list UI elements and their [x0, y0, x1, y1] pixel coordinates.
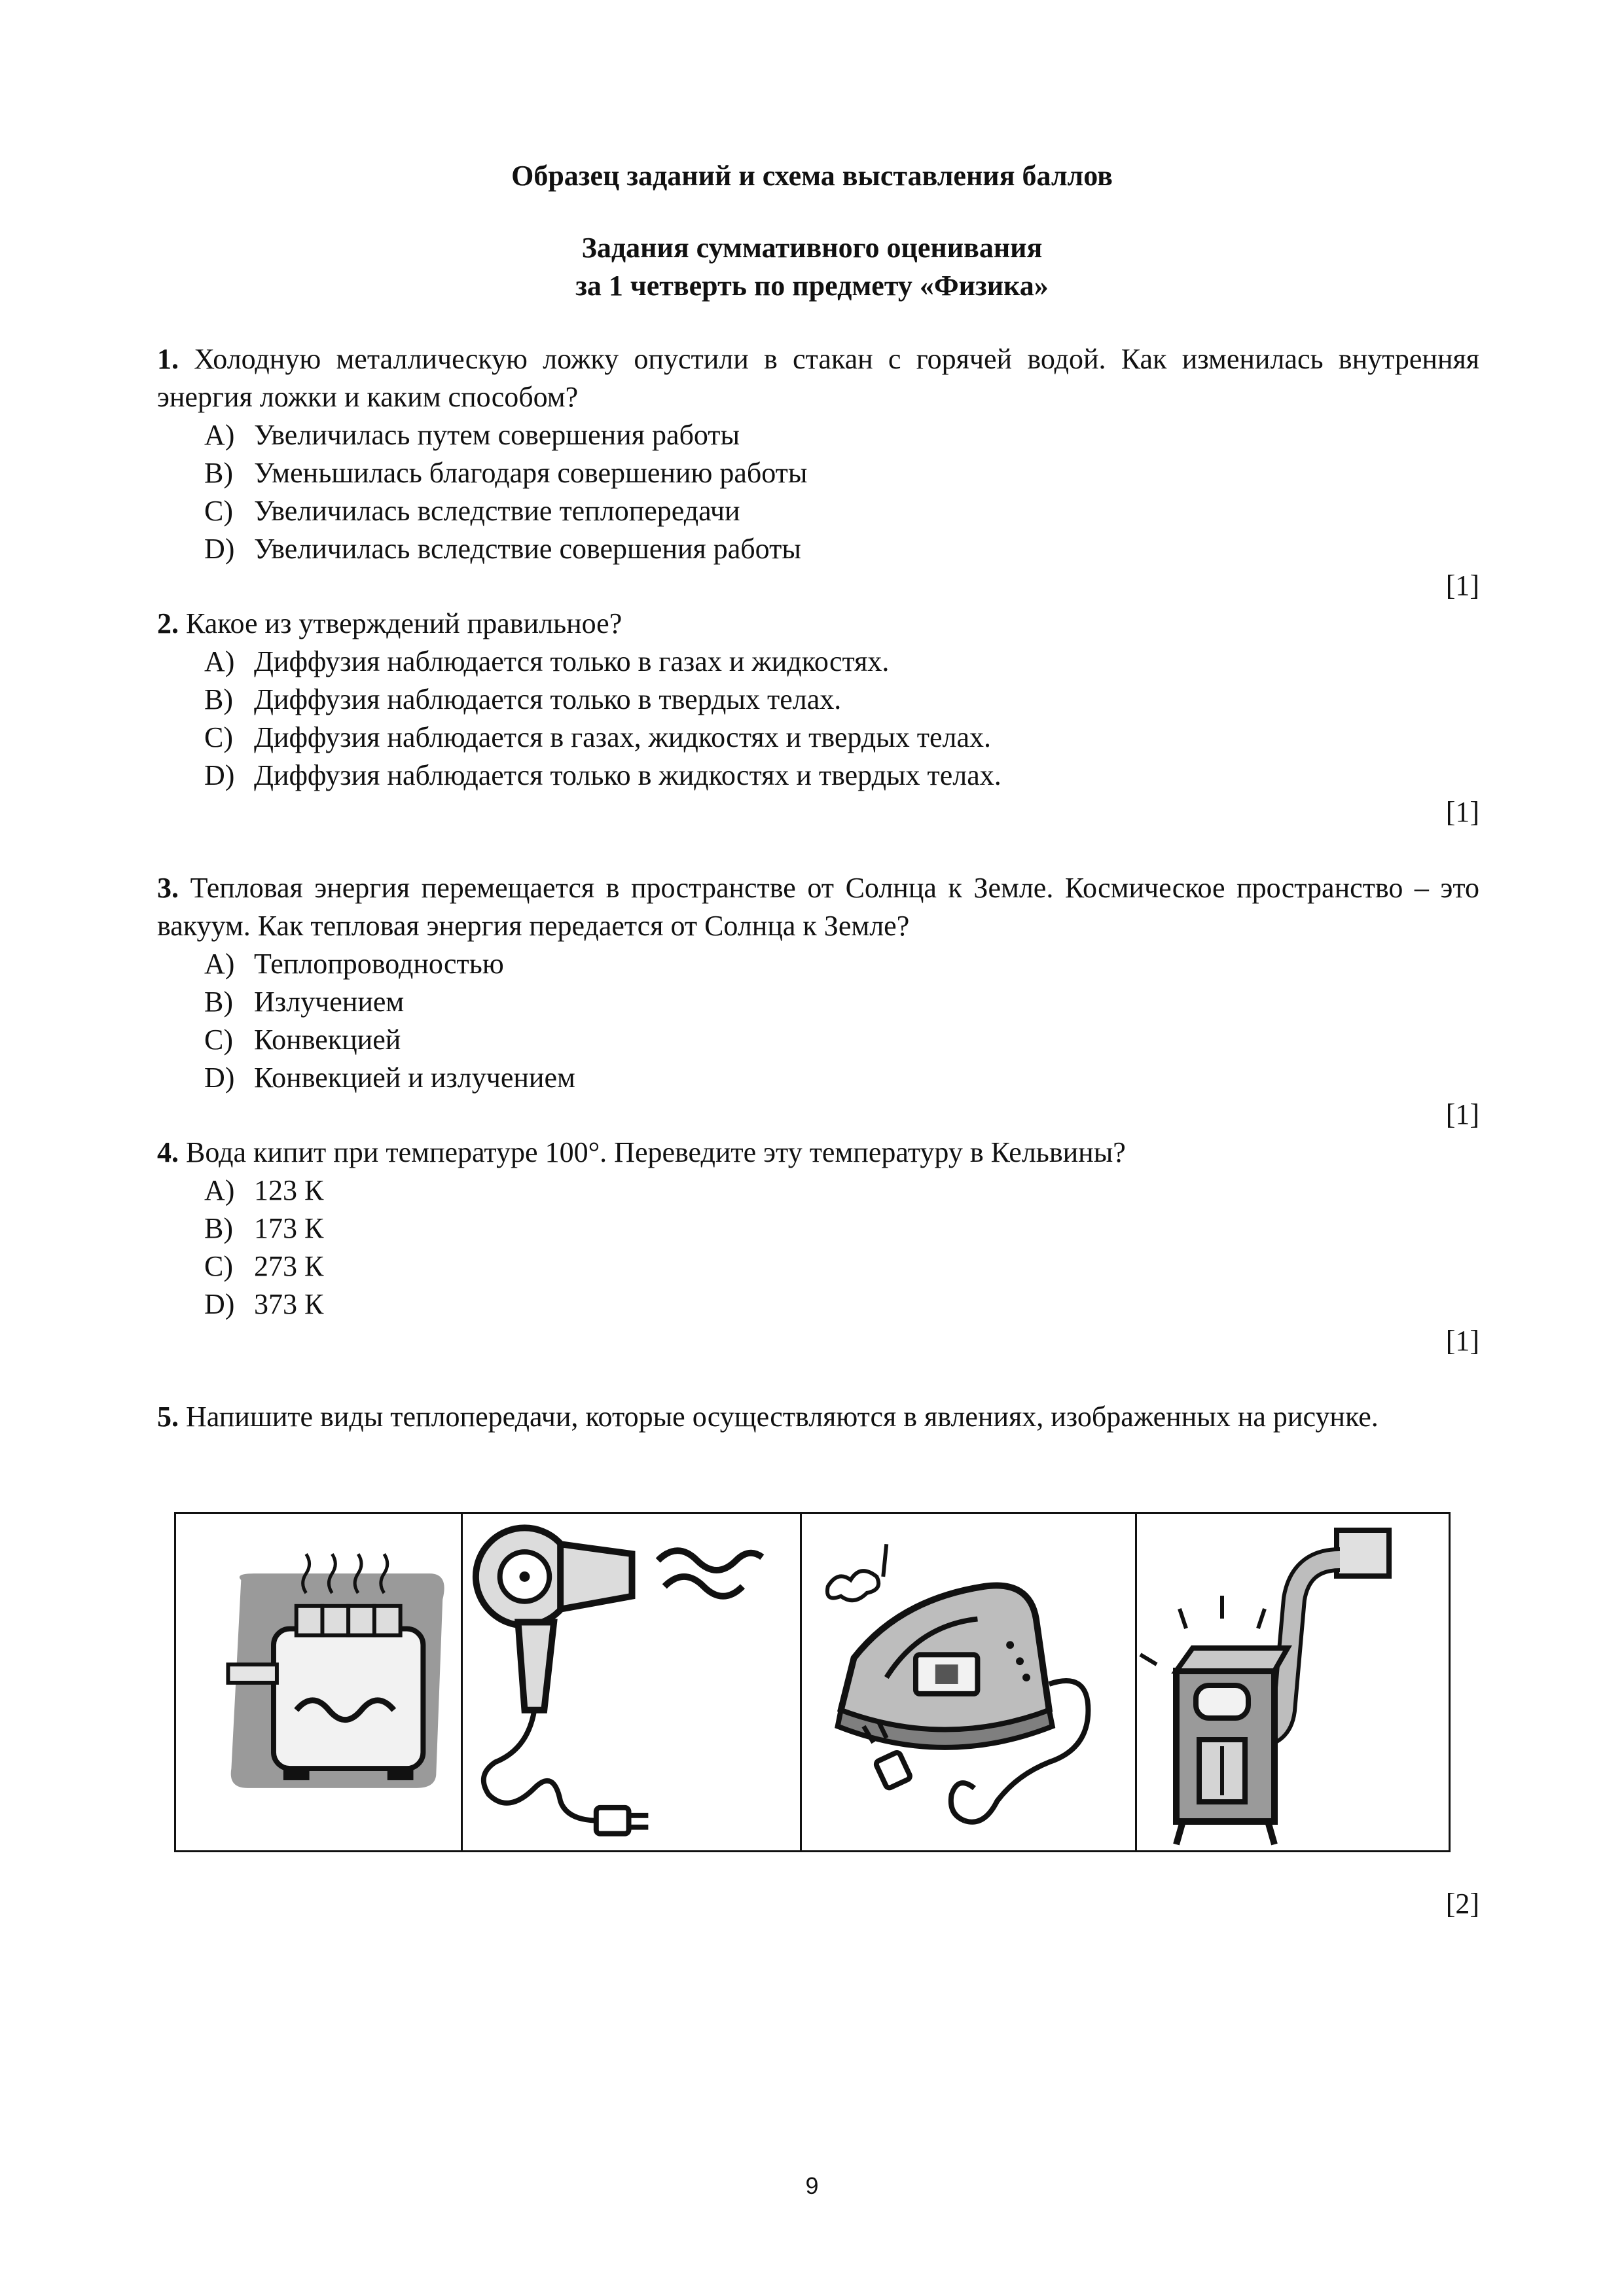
option-text: Излучением	[254, 986, 405, 1018]
option-letter: A)	[204, 948, 235, 980]
toaster-drawing	[176, 1514, 461, 1850]
question-1-score: [1]	[1445, 569, 1479, 601]
question-2-options	[157, 643, 1479, 795]
option-letter: B)	[204, 1212, 233, 1244]
option-letter: A)	[204, 645, 235, 677]
option-d	[204, 1285, 1479, 1323]
question-1	[157, 340, 1479, 568]
question-5-stem: Напишите виды теплопередачи, которые осуществляются в явлениях, изображенных на рисунке.	[186, 1401, 1379, 1433]
option-a	[204, 643, 1479, 681]
option-a	[204, 945, 1479, 983]
question-1-options	[157, 416, 1479, 568]
option-d	[204, 1059, 1479, 1097]
option-letter: B)	[204, 457, 233, 489]
appliance-figure-table	[174, 1512, 1451, 1852]
question-2-stem: Какое из утверждений правильное?	[186, 607, 623, 639]
option-letter: B)	[204, 683, 233, 715]
question-3	[157, 869, 1479, 1097]
option-text: 273 К	[254, 1250, 324, 1282]
option-b	[204, 1210, 1479, 1247]
question-1-number: 1.	[157, 343, 179, 375]
option-text: Диффузия наблюдается только в жидкостях и твердых телах.	[254, 759, 1001, 791]
option-letter: A)	[204, 1174, 235, 1206]
option-text: Увеличилась путем совершения работы	[254, 419, 740, 451]
option-text: Увеличилась вследствие совершения работы	[254, 533, 801, 565]
option-a	[204, 1172, 1479, 1210]
question-4-text	[157, 1134, 1479, 1172]
hair-dryer-drawing	[463, 1514, 800, 1850]
question-5-text	[157, 1398, 1479, 1436]
option-letter: C)	[204, 1024, 233, 1056]
page-title: Образец заданий и схема выставления баллов	[511, 160, 1113, 192]
question-3-options	[157, 945, 1479, 1097]
question-1-text	[157, 340, 1479, 416]
option-c	[204, 719, 1479, 757]
option-letter: C)	[204, 1250, 233, 1282]
stove-icon	[1137, 1514, 1449, 1850]
question-4	[157, 1134, 1479, 1323]
option-text: Конвекцией и излучением	[254, 1062, 575, 1094]
iron-drawing	[802, 1514, 1135, 1850]
option-b	[204, 454, 1479, 492]
option-c	[204, 492, 1479, 530]
option-letter: B)	[204, 986, 233, 1018]
question-1-stem: Холодную металлическую ложку опустили в стакан с горячей водой. Как изменилась внутренняя энергия ложки и каким способом?	[157, 343, 1479, 413]
stove-drawing	[1137, 1514, 1449, 1850]
question-3-text	[157, 869, 1479, 945]
question-5	[157, 1398, 1479, 1436]
option-d	[204, 530, 1479, 568]
option-letter: A)	[204, 419, 235, 451]
page-number: 9	[805, 2172, 819, 2199]
question-4-number: 4.	[157, 1136, 179, 1168]
option-text: Диффузия наблюдается только в газах и жидкостях.	[254, 645, 890, 677]
option-letter: D)	[204, 1288, 235, 1320]
option-text: 173 К	[254, 1212, 324, 1244]
option-text: Уменьшилась благодаря совершению работы	[254, 457, 808, 489]
option-letter: D)	[204, 1062, 235, 1094]
toaster-icon	[176, 1514, 463, 1850]
option-d	[204, 757, 1479, 795]
subtitle-line-2: за 1 четверть по предмету «Физика»	[575, 270, 1049, 302]
option-letter: D)	[204, 533, 235, 565]
option-text: Диффузия наблюдается только в твердых телах.	[254, 683, 842, 715]
option-c	[204, 1021, 1479, 1059]
option-letter: C)	[204, 495, 233, 527]
question-5-score: [2]	[1445, 1888, 1479, 1920]
option-a	[204, 416, 1479, 454]
option-c	[204, 1247, 1479, 1285]
question-4-options	[157, 1172, 1479, 1323]
option-b	[204, 983, 1479, 1021]
option-text: 123 К	[254, 1174, 324, 1206]
option-b	[204, 681, 1479, 719]
question-3-stem: Тепловая энергия перемещается в пространстве от Солнца к Земле. Космическое пространство – это вакуум. Как тепловая энергия передается от Солнца к Земле?	[157, 872, 1479, 942]
hair-dryer-icon	[463, 1514, 802, 1850]
question-2-text	[157, 605, 1479, 643]
question-2-number: 2.	[157, 607, 179, 639]
question-3-score: [1]	[1445, 1098, 1479, 1130]
option-letter: D)	[204, 759, 235, 791]
question-4-score: [1]	[1445, 1325, 1479, 1357]
question-3-number: 3.	[157, 872, 179, 904]
question-2	[157, 605, 1479, 795]
option-text: Теплопроводностью	[254, 948, 504, 980]
option-text: Конвекцией	[254, 1024, 401, 1056]
question-4-stem: Вода кипит при температуре 100°. Переведите эту температуру в Кельвины?	[186, 1136, 1126, 1168]
option-text: 373 К	[254, 1288, 324, 1320]
option-letter: C)	[204, 721, 233, 753]
option-text: Диффузия наблюдается в газах, жидкостях и твердых телах.	[254, 721, 992, 753]
option-text: Увеличилась вследствие теплопередачи	[254, 495, 740, 527]
subtitle-line-1: Задания суммативного оценивания	[581, 232, 1043, 264]
question-5-number: 5.	[157, 1401, 179, 1433]
question-2-score: [1]	[1445, 796, 1479, 828]
iron-icon	[802, 1514, 1137, 1850]
